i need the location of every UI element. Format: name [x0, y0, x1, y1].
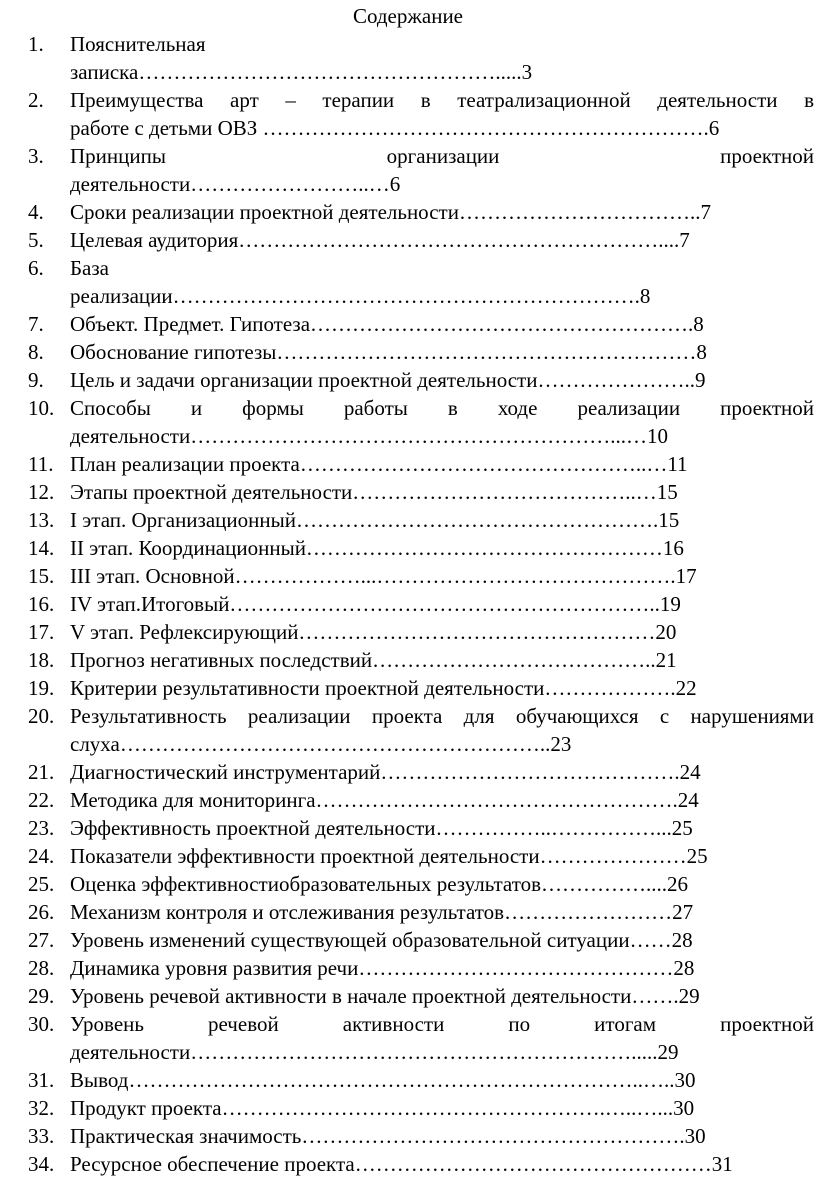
toc-entry-number: 22.	[28, 788, 55, 812]
toc-entry-line: II этап. Координационный……………………………………………16	[70, 536, 684, 560]
toc-entry	[28, 506, 814, 534]
toc-entry-line: Оценка эффективностиобразовательных результатов……………....26	[70, 872, 689, 896]
toc-entry	[28, 870, 814, 898]
toc-entry-number: 3.	[28, 144, 44, 168]
toc-entry-number: 32.	[28, 1096, 55, 1120]
toc-entry-line: Цель и задачи организации проектной деятельности…………………..9	[70, 368, 706, 392]
toc-entry-line: деятельности……………………………………………………….....29	[70, 1040, 679, 1064]
toc-entry-line: Динамика уровня развития речи………………………………………28	[70, 956, 695, 980]
toc-entry-number: 13.	[28, 508, 55, 532]
toc-entry	[28, 30, 814, 86]
toc-entry-text	[70, 506, 814, 534]
toc-entry-number: 31.	[28, 1068, 55, 1092]
toc-entry-number: 11.	[28, 452, 54, 476]
toc-entry	[28, 702, 814, 758]
toc-entry-number: 30.	[28, 1012, 55, 1036]
toc-entry	[28, 562, 814, 590]
toc-entry	[28, 254, 814, 310]
toc-entry	[28, 534, 814, 562]
toc-entry	[28, 982, 814, 1010]
toc-entry-text	[70, 590, 814, 618]
toc-entry-text	[70, 142, 814, 198]
toc-entry	[28, 1122, 814, 1150]
toc-entry-text	[70, 702, 814, 758]
toc-title: Содержание	[352, 4, 464, 28]
toc-entry-text	[70, 1150, 814, 1178]
toc-entry-line: V этап. Рефлексирующий……………………………………………20	[70, 620, 677, 644]
toc-entry	[28, 1010, 814, 1066]
toc-entry-text	[70, 30, 814, 86]
toc-entry	[28, 1150, 814, 1178]
toc-entry-text	[70, 534, 814, 562]
toc-entry-number: 4.	[28, 200, 44, 224]
toc-entry-number: 27.	[28, 928, 55, 952]
toc-entry-text	[70, 758, 814, 786]
toc-entry	[28, 646, 814, 674]
toc-entry-line: Уровень изменений существующей образовательной ситуации……28	[70, 928, 693, 952]
toc-entry-number: 10.	[28, 396, 55, 420]
toc-entry-line: Результативность реализации проекта для обучающихся с нарушениями	[70, 704, 814, 728]
toc-entry-text	[70, 254, 814, 310]
toc-entry-text	[70, 226, 814, 254]
toc-entry-text	[70, 1066, 814, 1094]
toc-entry-text	[70, 366, 814, 394]
toc-entry	[28, 786, 814, 814]
toc-entry-text	[70, 814, 814, 842]
toc-entry-text	[70, 198, 814, 226]
toc-entry-text	[70, 842, 814, 870]
toc-entry-line: Пояснительная	[70, 32, 206, 56]
toc-entry-line: Вывод………………………………………………………………..…..30	[70, 1068, 696, 1092]
toc-entry-line: Прогноз негативных последствий…………………………………..21	[70, 648, 677, 672]
toc-entry-number: 16.	[28, 592, 55, 616]
toc-entry-line: Способы и формы работы в ходе реализации проектной	[70, 396, 814, 420]
toc-entry	[28, 926, 814, 954]
toc-entry-text	[70, 562, 814, 590]
toc-entry-number: 24.	[28, 844, 55, 868]
toc-entry-line: III этап. Основной………………...…………………………………….17	[70, 564, 697, 588]
toc-entry-line: работе с детьми ОВЗ ……………………………………………………….6	[70, 116, 720, 140]
toc-entry-line: деятельности……………………..…6	[70, 172, 401, 196]
toc-entry-text	[70, 1122, 814, 1150]
toc-entry-text	[70, 1010, 814, 1066]
toc-entry-number: 2.	[28, 88, 44, 112]
toc-entry-number: 26.	[28, 900, 55, 924]
toc-entry	[28, 590, 814, 618]
toc-entry	[28, 310, 814, 338]
toc-entry-text	[70, 646, 814, 674]
toc-entry-number: 14.	[28, 536, 55, 560]
toc-entry	[28, 142, 814, 198]
toc-entry	[28, 758, 814, 786]
toc-entry-text	[70, 478, 814, 506]
toc-entry-text	[70, 310, 814, 338]
toc-entry-line: Эффективность проектной деятельности……………..……………...25	[70, 816, 693, 840]
toc-entry-line: Принципы организации проектной	[70, 144, 814, 168]
toc-entry-text	[70, 954, 814, 982]
toc-entry-line: записка…………………………………………….....3	[70, 60, 533, 84]
toc-entry-line: деятельности……………………………………………………...…10	[70, 424, 668, 448]
toc-entry	[28, 198, 814, 226]
toc-entry	[28, 618, 814, 646]
toc-entry-line: Уровень речевой активности по итогам проектной	[70, 1012, 814, 1036]
toc-entry	[28, 338, 814, 366]
toc-entry	[28, 226, 814, 254]
toc-entry-line: реализации………………………………………………………….8	[70, 284, 651, 308]
toc-entry-number: 19.	[28, 676, 55, 700]
toc-entry-text	[70, 394, 814, 450]
toc-entry-line: Ресурсное обеспечение проекта……………………………………………31	[70, 1152, 733, 1176]
toc-entry	[28, 86, 814, 142]
toc-entry-line: Методика для мониторинга…………………………………………….24	[70, 788, 699, 812]
toc-entry-number: 5.	[28, 228, 44, 252]
toc-entry-line: Практическая значимость……………………………………………….30	[70, 1124, 706, 1148]
toc-entry-text	[70, 926, 814, 954]
table-of-contents	[28, 30, 814, 1178]
toc-entry-number: 28.	[28, 956, 55, 980]
toc-entry-text	[70, 898, 814, 926]
toc-entry-number: 34.	[28, 1152, 55, 1176]
toc-entry	[28, 366, 814, 394]
toc-entry-number: 9.	[28, 368, 44, 392]
toc-entry-text	[70, 870, 814, 898]
toc-entry-number: 1.	[28, 32, 44, 56]
toc-entry	[28, 842, 814, 870]
toc-entry-line: Сроки реализации проектной деятельности……………………………..7	[70, 200, 711, 224]
toc-entry-text	[70, 450, 814, 478]
toc-entry	[28, 1094, 814, 1122]
toc-entry-number: 33.	[28, 1124, 55, 1148]
toc-entry-number: 29.	[28, 984, 55, 1008]
toc-entry-line: Преимущества арт – терапии в театрализационной деятельности в	[70, 88, 814, 112]
toc-entry-number: 25.	[28, 872, 55, 896]
toc-entry-line: Продукт проекта……………………………………………….…..…...30	[70, 1096, 695, 1120]
toc-entry-number: 20.	[28, 704, 55, 728]
toc-entry-line: Механизм контроля и отслеживания результатов……………………27	[70, 900, 694, 924]
toc-entry-text	[70, 618, 814, 646]
toc-entry-text	[70, 1094, 814, 1122]
toc-entry-number: 18.	[28, 648, 55, 672]
toc-entry-text	[70, 338, 814, 366]
toc-entry	[28, 674, 814, 702]
toc-entry-number: 21.	[28, 760, 55, 784]
toc-entry-text	[70, 786, 814, 814]
toc-entry	[28, 898, 814, 926]
toc-entry-line: Целевая аудитория……………………………………………………....7	[70, 228, 690, 252]
toc-entry	[28, 814, 814, 842]
toc-entry	[28, 450, 814, 478]
toc-entry-number: 12.	[28, 480, 55, 504]
toc-entry-text	[70, 86, 814, 142]
toc-entry-line: Показатели эффективности проектной деятельности…………………25	[70, 844, 708, 868]
toc-entry	[28, 954, 814, 982]
toc-entry-text	[70, 982, 814, 1010]
toc-entry-line: Обоснование гипотезы……………………………………………………8	[70, 340, 707, 364]
toc-entry-number: 15.	[28, 564, 55, 588]
toc-entry	[28, 478, 814, 506]
toc-entry-number: 17.	[28, 620, 55, 644]
toc-entry-line: База	[70, 256, 109, 280]
toc-entry-line: Объект. Предмет. Гипотеза……………………………………………….8	[70, 312, 704, 336]
toc-entry-number: 23.	[28, 816, 55, 840]
toc-entry-line: План реализации проекта…………………………………………..…11	[70, 452, 688, 476]
toc-entry-number: 8.	[28, 340, 44, 364]
toc-entry-text	[70, 674, 814, 702]
toc-entry-line: IV этап.Итоговый……………………………………………………..19	[70, 592, 681, 616]
toc-entry-line: Этапы проектной деятельности…………………………………..…15	[70, 480, 678, 504]
toc-entry-line: слуха……………………………………………………..23	[70, 732, 572, 756]
toc-entry-line: Критерии результативности проектной деятельности……………….22	[70, 676, 697, 700]
toc-entry	[28, 394, 814, 450]
toc-entry-line: Уровень речевой активности в начале проектной деятельности…….29	[70, 984, 700, 1008]
toc-entry-line: I этап. Организационный…………………………………………….15	[70, 508, 680, 532]
toc-entry-number: 7.	[28, 312, 44, 336]
toc-entry-line: Диагностический инструментарий…………………………………….24	[70, 760, 701, 784]
toc-entry	[28, 1066, 814, 1094]
toc-entry-number: 6.	[28, 256, 44, 280]
